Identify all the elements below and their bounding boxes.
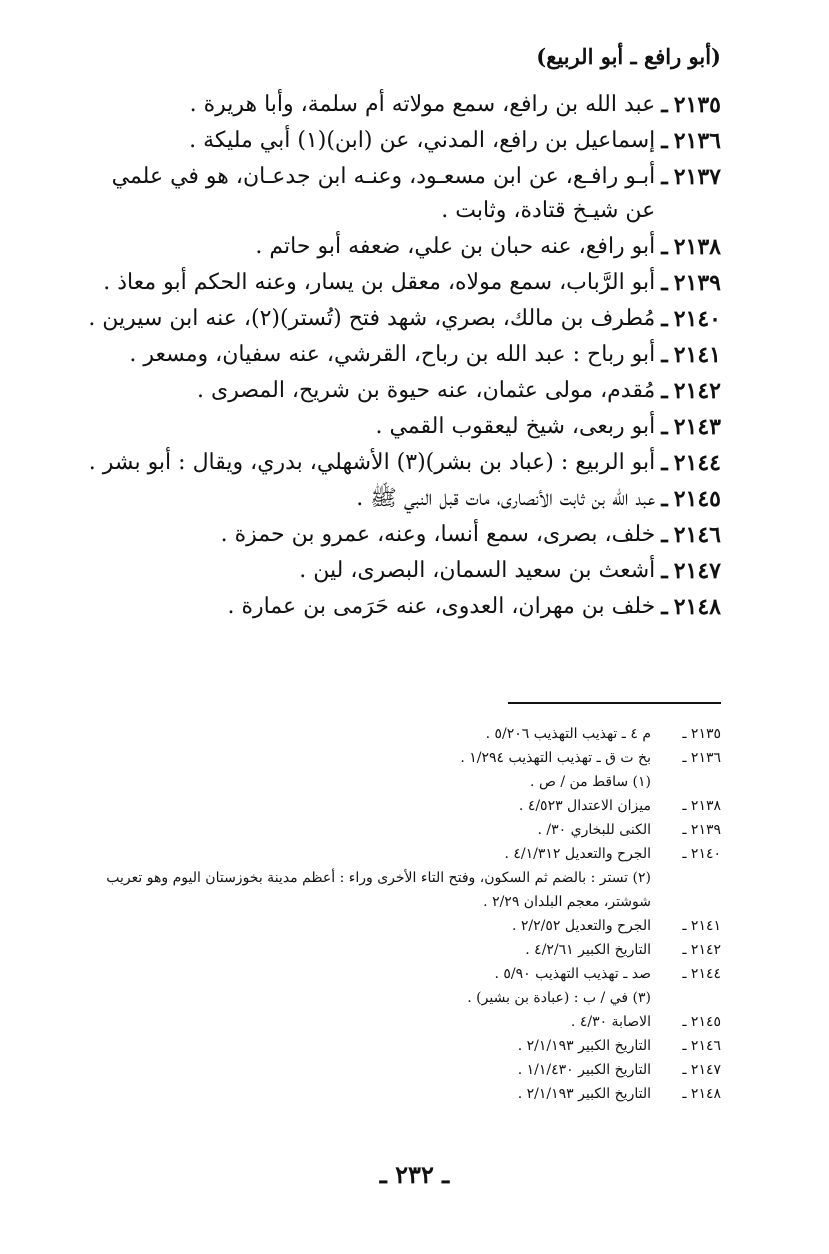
entry-number: ٢١٣٥: [673, 92, 721, 118]
footnote-number: ٢١٤٠ ـ: [682, 846, 721, 862]
entry-dash: ـ: [661, 128, 668, 154]
footnote-number: ٢١٣٦ ـ: [682, 750, 721, 766]
footnote-row: [81, 938, 721, 962]
footnote-text: (٢) تستر : بالضم ثم السكون، وفتح التاء الأخرى وراء : أعظم مدينة بخوزستان اليوم وهو تعريب شوشتر، معجم البلدان ٢/٢٩ .: [106, 870, 651, 910]
entry-dash: ـ: [661, 234, 668, 260]
entry-row: [81, 410, 721, 444]
footnote-text: م ٤ ـ تهذيب التهذيب ٥/٢٠٦ .: [485, 726, 651, 742]
entry-dash: ـ: [661, 486, 668, 512]
footnote-text: (١) ساقط من / ص .: [530, 774, 651, 790]
footnote-row: [81, 914, 721, 938]
footnote-text: التاريخ الكبير ٢/١/١٩٣ .: [517, 1086, 651, 1102]
entry-text: إسماعيل بن رافع، المدني، عن (ابن)(١) أبي مليكة .: [189, 128, 656, 153]
entry-text: أشعث بن سعيد السمان، البصرى، لين .: [299, 558, 656, 583]
entries-list: [81, 88, 721, 626]
footnote-number: ٢١٤١ ـ: [682, 918, 721, 934]
footnote-text: الاصابة ٤/٣٠ .: [570, 1014, 651, 1030]
footnote-number: ٢١٤٧ ـ: [682, 1062, 721, 1078]
entry-number: ٢١٤٧: [673, 558, 721, 584]
entry-text: أبو رافع، عنه حبان بن علي، ضعفه أبو حاتم .: [255, 234, 656, 259]
entry-dash: ـ: [661, 450, 668, 476]
footnote-text: التاريخ الكبير ٢/١/١٩٣ .: [517, 1038, 651, 1054]
entry-row: [81, 590, 721, 624]
footnote-text: الجرح والتعديل ٤/١/٣١٢ .: [504, 846, 651, 862]
entry-text: خلف، بصرى، سمع أنسا، وعنه، عمرو بن حمزة .: [220, 522, 656, 547]
entry-number: ٢١٣٩: [673, 270, 721, 296]
footnote-text: ميزان الاعتدال ٤/٥٢٣ .: [518, 798, 651, 814]
footnote-row: [81, 866, 721, 914]
entry-row: [81, 230, 721, 264]
entry-dash: ـ: [661, 558, 668, 584]
entry-row: [81, 302, 721, 336]
footnote-number: ٢١٤٦ ـ: [682, 1038, 721, 1054]
entry-row: [81, 160, 721, 228]
entry-text: أبـو رافـع، عن ابن مسعـود، وعنـه ابن جدعـان، هو في علمي عن شيـخ قتادة، وثابت .: [111, 164, 656, 223]
entry-number: ٢١٤٨: [673, 594, 721, 620]
entry-row: [81, 482, 721, 516]
entry-dash: ـ: [661, 522, 668, 548]
page-number: ـ ٢٣٢ ـ: [379, 1160, 450, 1189]
entry-row: [81, 88, 721, 122]
footnote-number: ٢١٤٢ ـ: [682, 942, 721, 958]
footnote-number: ٢١٣٨ ـ: [682, 798, 721, 814]
entry-dash: ـ: [661, 164, 668, 190]
entry-text: عبد الله بن رافع، سمع مولاته أم سلمة، وأبا هريرة .: [189, 92, 656, 117]
entry-number: ٢١٤٥: [673, 486, 721, 512]
entry-number: ٢١٤٤: [673, 450, 721, 476]
page-header: (أبو رافع ـ أبو الربيع): [536, 44, 721, 69]
entry-row: [81, 518, 721, 552]
entry-dash: ـ: [661, 92, 668, 118]
footnote-text: بخ ت ق ـ تهذيب التهذيب ١/٢٩٤ .: [460, 750, 651, 766]
entry-text: أبو رباح : عبد الله بن رباح، القرشي، عنه سفيان، ومسعر .: [129, 342, 656, 367]
entry-text: أبو الربيع : (عباد بن بشر)(٣) الأشهلي، بدري، ويقال : أبو بشر .: [88, 450, 656, 475]
footnote-separator: [508, 702, 721, 704]
entry-row: [81, 338, 721, 372]
entry-dash: ـ: [661, 378, 668, 404]
entry-dash: ـ: [661, 270, 668, 296]
entry-number: ٢١٤١: [673, 342, 721, 368]
entry-row: [81, 374, 721, 408]
footnote-row: [81, 1034, 721, 1058]
footnote-text: الكنى للبخاري ٣٠/ .: [537, 822, 651, 838]
entry-number: ٢١٣٦: [673, 128, 721, 154]
footnote-row: [81, 746, 721, 770]
footnote-number: ٢١٤٥ ـ: [682, 1014, 721, 1030]
footnote-row: [81, 962, 721, 986]
footnote-row: [81, 986, 721, 1010]
footnote-text: التاريخ الكبير ٤/٢/٦١ .: [525, 942, 651, 958]
entry-number: ٢١٣٧: [673, 164, 721, 190]
footnote-row: [81, 1082, 721, 1106]
footnote-row: [81, 770, 721, 794]
entry-row: [81, 124, 721, 158]
footnote-number: ٢١٤٤ ـ: [682, 966, 721, 982]
footnote-row: [81, 818, 721, 842]
footnote-text: (٣) في / ب : (عبادة بن بشير) .: [467, 990, 651, 1006]
footnote-row: [81, 722, 721, 746]
entry-dash: ـ: [661, 414, 668, 440]
entry-row: [81, 554, 721, 588]
entry-dash: ـ: [661, 342, 668, 368]
footnote-row: [81, 1058, 721, 1082]
entry-dash: ـ: [661, 594, 668, 620]
entry-number: ٢١٤٣: [673, 414, 721, 440]
footnote-number: ٢١٣٥ ـ: [682, 726, 721, 742]
entry-number: ٢١٤٢: [673, 378, 721, 404]
entry-row: [81, 446, 721, 480]
entry-text: أبو الرَّباب، سمع مولاه، معقل بن يسار، وعنه الحكم أبو معاذ .: [103, 270, 656, 295]
entry-text: عبد الله بن ثابت الأنصارى، مات قبل النبي ﷺ .: [356, 486, 656, 511]
entry-number: ٢١٣٨: [673, 234, 721, 260]
footnote-row: [81, 842, 721, 866]
footnote-number: ٢١٤٨ ـ: [682, 1086, 721, 1102]
entry-number: ٢١٤٠: [673, 306, 721, 332]
footnote-row: [81, 1010, 721, 1034]
entry-text: مُقدم، مولى عثمان، عنه حيوة بن شريح، المصرى .: [196, 378, 656, 403]
footnote-row: [81, 794, 721, 818]
footnotes-list: [81, 722, 721, 1106]
footnote-text: الجرح والتعديل ٢/٢/٥٢ .: [511, 918, 651, 934]
footnote-text: التاريخ الكبير ١/١/٤٣٠ .: [517, 1062, 651, 1078]
entry-row: [81, 266, 721, 300]
footnote-number: ٢١٣٩ ـ: [682, 822, 721, 838]
entry-text: مُطرف بن مالك، بصري، شهد فتح (تُستر)(٢)، عنه ابن سيرين .: [88, 306, 656, 331]
entry-text: أبو ربعى، شيخ ليعقوب القمي .: [375, 414, 656, 439]
entry-dash: ـ: [661, 306, 668, 332]
footnote-text: صد ـ تهذيب التهذيب ٥/٩٠ .: [494, 966, 651, 982]
entry-text: خلف بن مهران، العدوى، عنه حَرَمى بن عمارة .: [227, 594, 656, 619]
entry-number: ٢١٤٦: [673, 522, 721, 548]
